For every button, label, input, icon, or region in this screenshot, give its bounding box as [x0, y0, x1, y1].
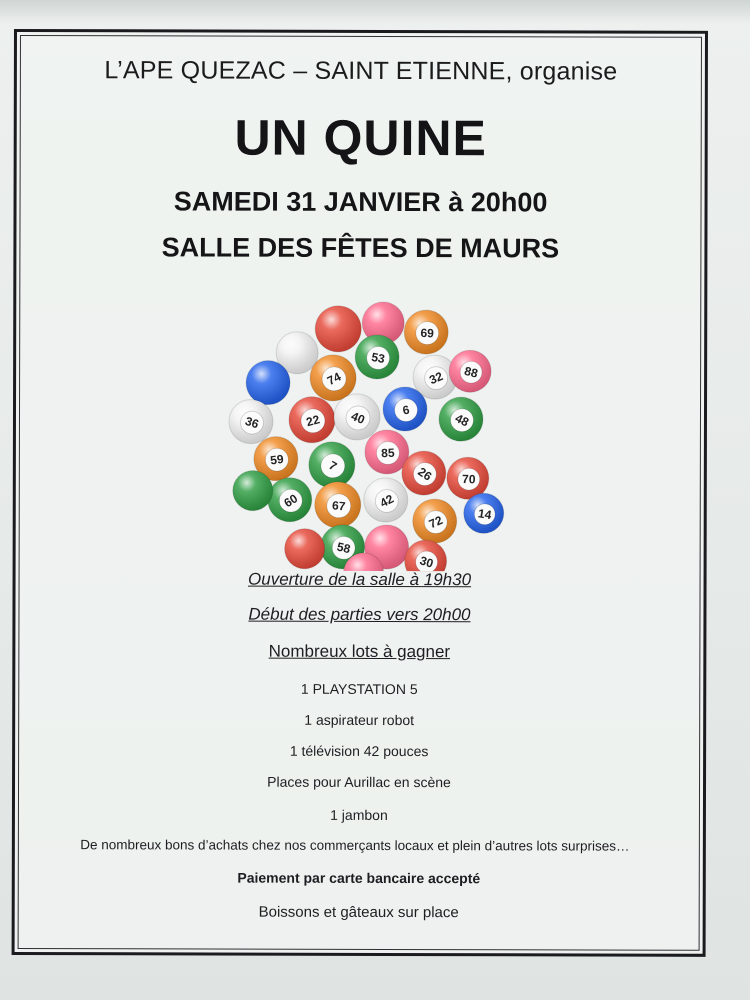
bingo-ball-number: 67: [331, 498, 347, 514]
bingo-ball-number: 26: [415, 464, 435, 484]
vouchers-note: De nombreux bons d’achats chez nos commerçants locaux et plein d’autres lots surprises…: [80, 837, 630, 854]
bingo-ball-number: 14: [477, 506, 493, 523]
refreshments-note: Boissons et gâteaux sur place: [258, 903, 459, 922]
bingo-ball: [233, 471, 273, 511]
bingo-ball-number: 22: [304, 412, 322, 430]
bingo-ball-number: 88: [462, 363, 480, 381]
bingo-ball-number: 59: [269, 451, 285, 468]
bingo-ball: [246, 361, 290, 405]
event-title: UN QUINE: [234, 109, 488, 167]
bingo-ball-number: 74: [324, 369, 344, 389]
bingo-ball: [229, 400, 273, 444]
poster-frame: [12, 29, 708, 957]
bingo-ball: [285, 529, 325, 569]
bingo-ball: [334, 394, 380, 440]
bingo-ball: [364, 478, 408, 522]
bingo-ball: [464, 493, 504, 533]
bingo-ball: [413, 499, 457, 543]
bingo-ball: [315, 482, 361, 528]
payment-note: Paiement par carte bancaire accepté: [237, 869, 481, 887]
prize-playstation: 1 PLAYSTATION 5: [300, 680, 418, 698]
bingo-ball-number: 32: [427, 369, 445, 388]
bingo-ball-number: 48: [452, 410, 472, 430]
bingo-ball: [404, 310, 448, 354]
prize-television: 1 télévision 42 pouces: [289, 742, 429, 760]
bingo-ball: [383, 387, 427, 431]
game-start-time: Début des parties vers 20h00: [248, 604, 471, 625]
bingo-ball: [315, 306, 361, 352]
bingo-ball-number: 6: [401, 402, 411, 418]
bingo-ball: [405, 540, 447, 571]
prize-event-tickets: Places pour Aurillac en scène: [267, 773, 451, 791]
bingo-ball-number: 30: [418, 553, 436, 571]
prizes-heading: Nombreux lots à gagner: [268, 641, 451, 662]
bingo-ball: [439, 397, 483, 441]
opening-time: Ouverture de la salle à 19h30: [248, 569, 472, 590]
prize-robot-vacuum: 1 aspirateur robot: [304, 711, 415, 729]
bingo-ball-number: 58: [335, 539, 352, 557]
bingo-ball-number: 42: [377, 491, 396, 511]
bingo-ball-number: 85: [380, 445, 395, 461]
bingo-ball: [268, 478, 312, 522]
bingo-ball-number: 36: [243, 413, 261, 432]
bingo-ball: [449, 350, 491, 392]
bingo-ball: [355, 335, 399, 379]
event-venue: SALLE DES FÊTES DE MAURS: [161, 232, 560, 264]
bingo-ball: [309, 442, 355, 488]
bingo-ball-number: 60: [281, 491, 301, 511]
bingo-ball-number: 69: [420, 325, 435, 341]
prize-ham: 1 jambon: [330, 806, 388, 823]
bingo-ball: [310, 355, 356, 401]
bingo-ball-number: 7: [326, 458, 340, 474]
bingo-ball: [402, 451, 446, 495]
bingo-ball-number: 72: [426, 513, 445, 532]
event-date-time: SAMEDI 31 JANVIER à 20h00: [173, 186, 548, 218]
screen-edge: [0, 0, 750, 24]
bingo-ball-number: 40: [349, 408, 367, 427]
bingo-ball-number: 70: [462, 472, 476, 487]
bingo-balls-icon: [206, 271, 507, 572]
bingo-ball: [289, 397, 335, 443]
organizer-line: L’APE QUEZAC – SAINT ETIENNE, organise: [104, 56, 618, 86]
bingo-ball-number: 53: [370, 349, 386, 367]
